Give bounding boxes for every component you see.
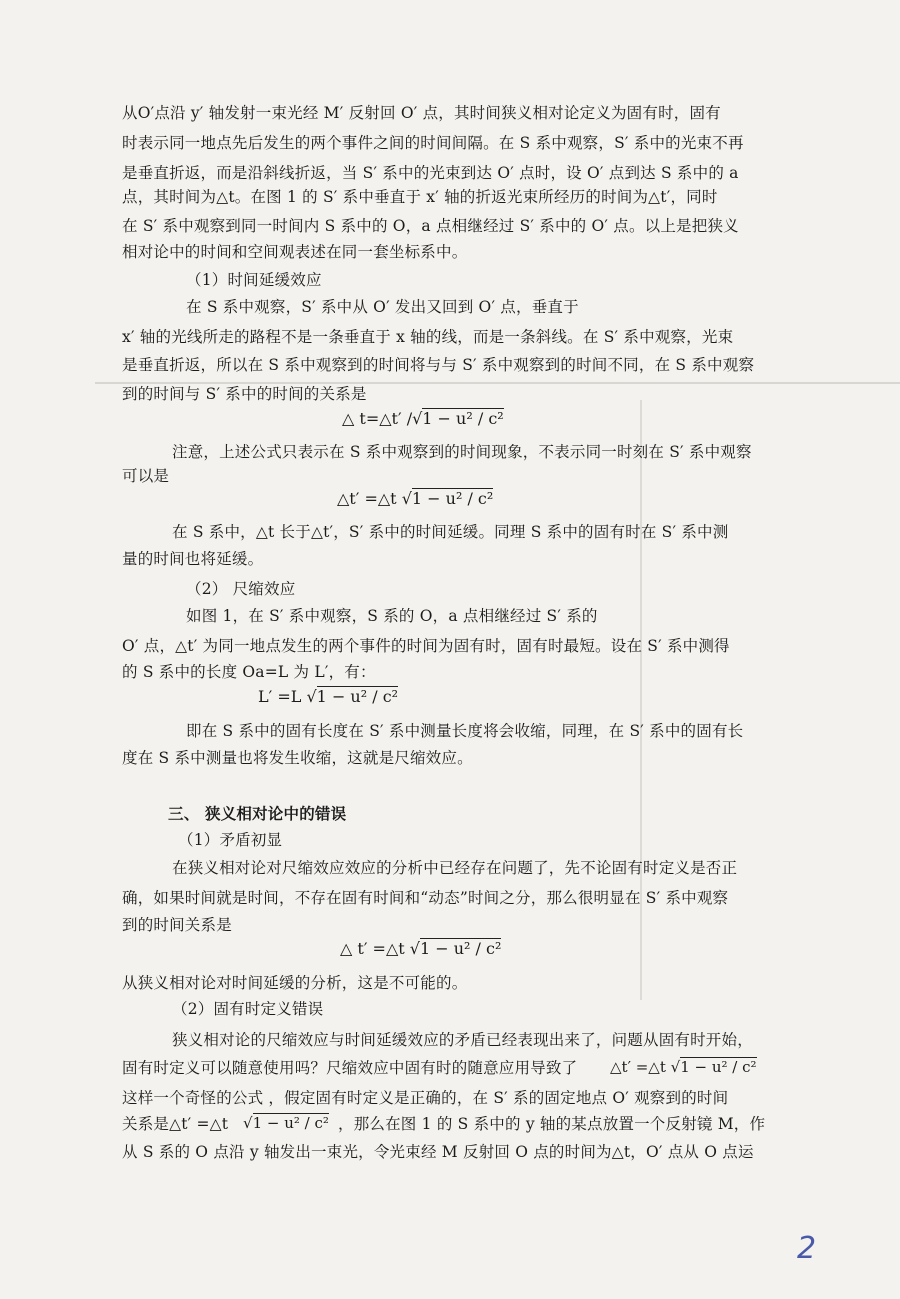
formula-left: △ t=△t′: [342, 409, 402, 428]
formula-contradiction: [340, 938, 501, 960]
text-line: 关系是△t′ =△t: [122, 1115, 229, 1133]
text-line: 的 S 系中的长度 Oa=L 为 L′，有：: [122, 663, 376, 681]
text-line: 到的时间与 S′ 系中的时间的关系是: [122, 385, 367, 403]
sqrt-symbol: √: [306, 687, 317, 706]
formula-inline-2: [243, 1112, 329, 1134]
section-heading: （2）固有时定义错误: [172, 1000, 324, 1018]
text-line: 点，其时间为△t。在图 1 的 S′ 系中垂直于 x′ 轴的折返光束所经历的时间为△t′，同时: [122, 188, 718, 206]
sqrt-symbol: √: [401, 489, 412, 508]
text-line: 时表示同一地点先后发生的两个事件之间的时间间隔。在 S 系中观察，S′ 系中的光束不再: [122, 134, 744, 152]
sqrt-symbol: √: [243, 1114, 253, 1132]
formula-radicand: 1 − u² / c²: [419, 939, 502, 958]
formula-radicand: 1 − u² / c²: [411, 489, 494, 508]
formula-left: △t′ =△t: [337, 489, 397, 508]
text-line: 这样一个奇怪的公式 ，假定固有时定义是正确的，在 S′ 系的固定地点 O′ 观察到的时间: [122, 1089, 729, 1107]
page-number: 2: [797, 1231, 817, 1266]
formula-inline-1: [610, 1056, 757, 1078]
formula-left: △ t′ =△t: [340, 939, 405, 958]
formula-radicand: 1 − u² / c²: [680, 1058, 757, 1076]
text-line: 相对论中的时间和空间观表述在同一套坐标系中。: [122, 243, 468, 261]
text-line: 量的时间也将延缓。: [122, 550, 264, 568]
section-heading: （2） 尺缩效应: [186, 580, 296, 598]
text-line: 如图 1，在 S′ 系中观察，S 系的 O，a 点相继经过 S′ 系的: [186, 607, 598, 625]
text-line: 注意，上述公式只表示在 S 系中观察到的时间现象，不表示同一时刻在 S′ 系中观察: [172, 443, 752, 461]
text-line: 固有时定义可以随意使用吗？尺缩效应中固有时的随意应用导致了: [122, 1059, 578, 1077]
text-line: 在 S 系中，△t 长于△t′，S′ 系中的时间延缓。同理 S 系中的固有时在 S′ 系中测: [172, 523, 729, 541]
text-line: 到的时间关系是: [122, 916, 232, 934]
text-line: 在狭义相对论对尺缩效应效应的分析中已经存在问题了，先不论固有时定义是否正: [172, 859, 738, 877]
chapter-heading: 三、 狭义相对论中的错误: [168, 804, 347, 823]
text-line: 确，如果时间就是时间，不存在固有时间和“动态”时间之分，那么很明显在 S′ 系中观察: [122, 889, 729, 907]
formula-radicand: 1 − u² / c²: [316, 687, 399, 706]
text-line: x′ 轴的光线所走的路程不是一条垂直于 x 轴的线，而是一条斜线。在 S′ 系中观察，光束: [122, 328, 734, 346]
sqrt-symbol: /√: [406, 409, 423, 428]
text-line: 即在 S 系中的固有长度在 S′ 系中测量长度将会收缩，同理，在 S′ 系中的固有长: [186, 722, 744, 740]
text-line: 度在 S 系中测量也将发生收缩，这就是尺缩效应。: [122, 749, 473, 767]
section-heading: （1）时间延缓效应: [186, 271, 322, 289]
text-line: 从 S 系的 O 点沿 y 轴发出一束光，令光束经 M 反射回 O 点的时间为△t，O′ 点从 O 点运: [122, 1143, 754, 1161]
text-line: O′ 点，△t′ 为同一地点发生的两个事件的时间为固有时，固有时最短。设在 S′ 系中测得: [122, 637, 730, 655]
text-line: 在 S 系中观察，S′ 系中从 O′ 发出又回到 O′ 点，垂直于: [186, 298, 579, 316]
text-line: 从O′点沿 y′ 轴发射一束光经 M′ 反射回 O′ 点，其时间狭义相对论定义为固有时，固有: [122, 104, 721, 122]
formula-radicand: 1 − u² / c²: [252, 1114, 329, 1132]
formula-time-dilation: [342, 408, 504, 430]
formula-length-contraction: [258, 686, 398, 708]
bleed-through-box: [640, 400, 900, 1000]
formula-time-dilation-inverse: [337, 488, 493, 510]
text-line: 在 S′ 系中观察到同一时间内 S 系中的 O，a 点相继经过 S′ 系中的 O′ 点。以上是把狭义: [122, 217, 739, 235]
text-line: 是垂直折返，而是沿斜线折返，当 S′ 系中的光束到达 O′ 点时，设 O′ 点到达 S 系中的 a: [122, 164, 739, 182]
text-line: 是垂直折返，所以在 S 系中观察到的时间将与与 S′ 系中观察到的时间不同，在 S 系中观察: [122, 356, 755, 374]
sqrt-symbol: √: [409, 939, 420, 958]
formula-left: △t′ =△t: [610, 1058, 666, 1076]
text-line: 可以是: [122, 467, 170, 485]
text-line: 狭义相对论的尺缩效应与时间延缓效应的矛盾已经表现出来了，问题从固有时开始，: [172, 1031, 753, 1049]
formula-left: L′ =L: [258, 687, 302, 706]
section-heading: （1）矛盾初显: [178, 831, 283, 849]
text-line: ，那么在图 1 的 S 系中的 y 轴的某点放置一个反射镜 M，作: [338, 1115, 766, 1133]
text-line: 从狭义相对论对时间延缓的分析，这是不可能的。: [122, 974, 468, 992]
formula-radicand: 1 − u² / c²: [422, 409, 504, 428]
sqrt-symbol: √: [670, 1058, 681, 1076]
